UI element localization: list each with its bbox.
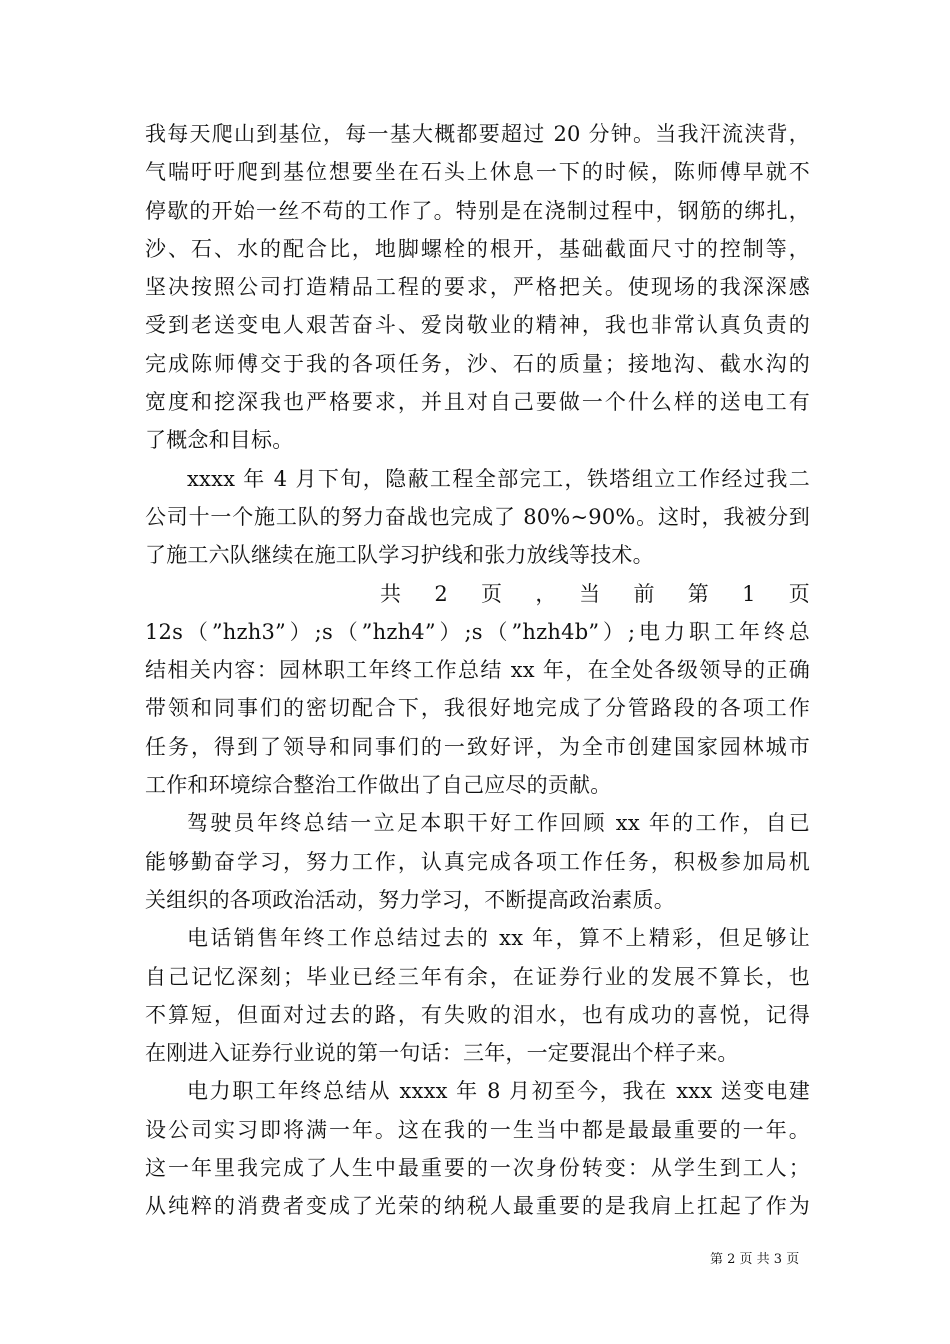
text-line: 从纯粹的消费者变成了光荣的纳税人最重要的是我肩上扛起了作为 [145,1194,810,1219]
text-line: 坚决按照公司打造精品工程的要求，严格把关。使现场的我深深感 [145,275,810,300]
text-line: 停歇的开始一丝不苟的工作了。特别是在浇制过程中，钢筋的绑扎， [145,198,810,223]
text-line: 公司十一个施工队的努力奋战也完成了 80%~90%。这时，我被分到 [145,504,810,529]
text-line: 任务，得到了领导和同事们的一致好评，为全市创建国家园林城市 [145,734,810,759]
text-line: 结相关内容：园林职工年终工作总结 xx 年，在全处各级领导的正确 [145,658,810,683]
text-line: 气喘吁吁爬到基位想要坐在石头上休息一下的时候，陈师傅早就不 [145,160,810,185]
text-line: 电力职工年终总结从 xxxx 年 8 月初至今，我在 xxx 送变电建 [187,1079,810,1104]
text-line: 12s（”hzh3”）;s（”hzh4”）;s（”hzh4b”）;电力职工年终总 [145,619,810,644]
text-line: 在刚进入证券行业说的第一句话：三年，一定要混出个样子来。 [145,1041,739,1066]
text-line: 宽度和挖深我也严格要求，并且对自己要做一个什么样的送电工有 [145,390,810,415]
text-line: 工作和环境综合整治工作做出了自己应尽的贡献。 [145,773,612,798]
text-line: 带领和同事们的密切配合下，我很好地完成了分管路段的各项工作 [145,696,810,721]
text-line: 自己记忆深刻；毕业已经三年有余，在证券行业的发展不算长，也 [145,964,810,989]
text-line: 驾驶员年终总结一立足本职干好工作回顾 xx 年的工作，自已 [187,811,810,836]
text-line: 了施工六队继续在施工队学习护线和张力放线等技术。 [145,543,654,568]
text-line: 了概念和目标。 [145,428,294,453]
page-footer: 第 2 页 共 3 页 [710,1252,800,1267]
text-line: 设公司实习即将满一年。这在我的一生当中都是最最重要的一年。 [145,1117,810,1142]
inline-page-counter: 共 2 页 ， 当 前 第 1 页 [380,581,810,606]
text-line: 这一年里我完成了人生中最重要的一次身份转变：从学生到工人； [145,1156,810,1181]
text-line: 沙、石、水的配合比，地脚螺栓的根开，基础截面尺寸的控制等， [145,236,810,261]
text-line: xxxx 年 4 月下旬，隐蔽工程全部完工，铁塔组立工作经过我二 [187,466,810,491]
text-line: 不算短，但面对过去的路，有失败的泪水，也有成功的喜悦，记得 [145,1002,810,1027]
text-line: 完成陈师傅交于我的各项任务，沙、石的质量；接地沟、截水沟的 [145,351,810,376]
text-line: 我每天爬山到基位，每一基大概都要超过 20 分钟。当我汗流浃背， [145,122,810,146]
text-line: 能够勤奋学习，努力工作，认真完成各项工作任务，积极参加局机 [145,849,810,874]
document-body [145,115,810,1226]
text-line: 电话销售年终工作总结过去的 xx 年，算不上精彩，但足够让 [187,926,810,951]
text-line: 受到老送变电人艰苦奋斗、爱岗敬业的精神，我也非常认真负责的 [145,313,810,338]
text-line: 关组织的各项政治活动，努力学习，不断提高政治素质。 [145,887,675,912]
